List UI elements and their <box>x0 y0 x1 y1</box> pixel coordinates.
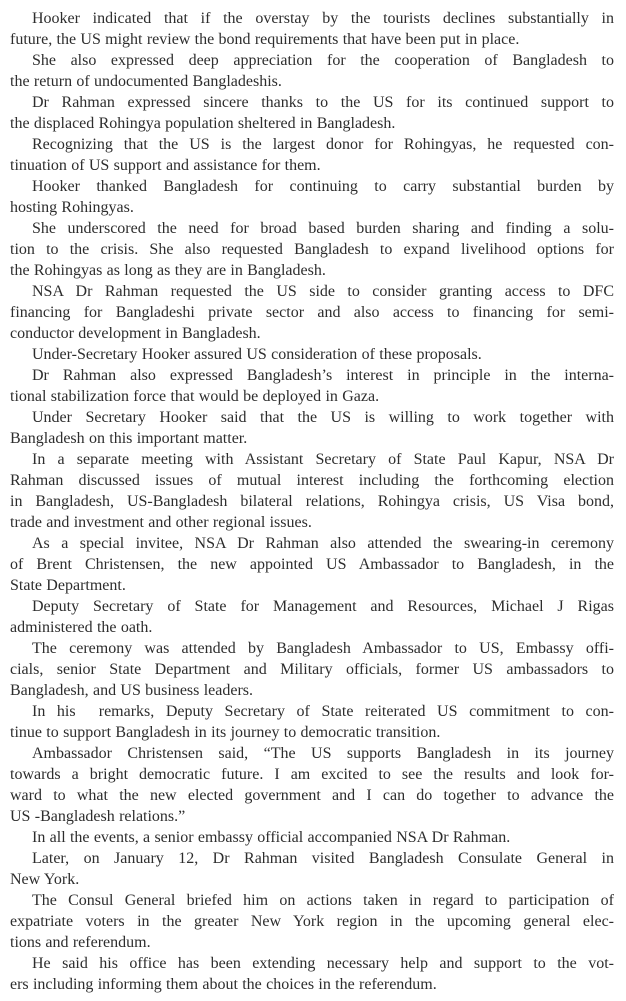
paragraph <box>10 218 614 281</box>
paragraph <box>10 449 614 533</box>
text-line: financing for Bangladeshi private sector and also access to financing for semi- <box>10 304 614 321</box>
text-line: ward to what the new elected government and I can do together to advance the <box>10 787 614 804</box>
paragraph <box>10 134 614 176</box>
text-line: the return of undocumented Bangladeshis. <box>10 73 282 90</box>
text-line: Ambassador Christensen said, “The US supports Bangladesh in its journey <box>32 745 614 762</box>
text-line: New York. <box>10 871 80 888</box>
paragraph <box>10 533 614 596</box>
text-line: the Rohingyas as long as they are in Bangladesh. <box>10 262 326 279</box>
paragraph <box>10 50 614 92</box>
text-line: expatriate voters in the greater New York region in the upcoming general elec- <box>10 913 614 930</box>
text-line: NSA Dr Rahman requested the US side to consider granting access to DFC <box>32 283 614 300</box>
paragraph <box>10 407 614 449</box>
paragraph <box>10 281 614 344</box>
paragraph <box>10 8 614 50</box>
paragraph <box>10 743 614 827</box>
text-line: tion to the crisis. She also requested Bangladesh to expand livelihood options for <box>10 241 614 258</box>
text-line: The Consul General briefed him on actions taken in regard to participation of <box>32 892 614 909</box>
text-line: US -Bangladesh relations.” <box>10 808 186 825</box>
text-line: Bangladesh on this important matter. <box>10 430 248 447</box>
text-line: Dr Rahman also expressed Bangladesh’s interest in principle in the interna- <box>32 367 614 384</box>
text-line: towards a bright democratic future. I am excited to see the results and look for- <box>10 766 614 783</box>
paragraph <box>10 953 614 995</box>
paragraph <box>10 344 614 365</box>
paragraph <box>10 596 614 638</box>
text-line: tional stabilization force that would be deployed in Gaza. <box>10 388 380 405</box>
text-line: in Bangladesh, US-Bangladesh bilateral relations, Rohingya crisis, US Visa bond, <box>10 493 614 510</box>
text-line: Dr Rahman expressed sincere thanks to the US for its continued support to <box>32 94 614 111</box>
text-line: In his remarks, Deputy Secretary of State reiterated US commitment to con- <box>32 703 614 720</box>
paragraph <box>10 92 614 134</box>
text-line: The ceremony was attended by Bangladesh Ambassador to US, Embassy offi- <box>32 640 614 657</box>
text-line: the displaced Rohingya population sheltered in Bangladesh. <box>10 115 396 132</box>
paragraph <box>10 890 614 953</box>
text-line: State Department. <box>10 577 126 594</box>
paragraph <box>10 176 614 218</box>
text-line: Later, on January 12, Dr Rahman visited Bangladesh Consulate General in <box>32 850 614 867</box>
text-line: of Brent Christensen, the new appointed US Ambassador to Bangladesh, in the <box>10 556 614 573</box>
text-line: Recognizing that the US is the largest donor for Rohingyas, he requested con- <box>32 136 614 153</box>
paragraph <box>10 638 614 701</box>
text-line: In a separate meeting with Assistant Secretary of State Paul Kapur, NSA Dr <box>32 451 614 468</box>
text-line: Hooker indicated that if the overstay by the tourists declines substantially in <box>32 10 614 27</box>
paragraph <box>10 365 614 407</box>
text-line: tions and referendum. <box>10 934 151 951</box>
text-line: future, the US might review the bond requirements that have been put in place. <box>10 31 520 48</box>
paragraph <box>10 827 614 848</box>
text-line: He said his office has been extending necessary help and support to the vot- <box>32 955 614 972</box>
text-line: She also expressed deep appreciation for the cooperation of Bangladesh to <box>32 52 614 69</box>
text-line: tinuation of US support and assistance for them. <box>10 157 321 174</box>
paragraph <box>10 848 614 890</box>
text-line: Deputy Secretary of State for Management and Resources, Michael J Rigas <box>32 598 614 615</box>
text-line: Under-Secretary Hooker assured US consideration of these proposals. <box>32 346 482 363</box>
text-line: ers including informing them about the choices in the referendum. <box>10 976 437 993</box>
paragraph <box>10 701 614 743</box>
text-line: In all the events, a senior embassy official accompanied NSA Dr Rahman. <box>32 829 511 846</box>
text-line: Bangladesh, and US business leaders. <box>10 682 254 699</box>
text-line: conductor development in Bangladesh. <box>10 325 261 342</box>
text-line: Rahman discussed issues of mutual interest including the forthcoming election <box>10 472 614 489</box>
text-line: Hooker thanked Bangladesh for continuing to carry substantial burden by <box>32 178 614 195</box>
text-line: trade and investment and other regional issues. <box>10 514 312 531</box>
text-line: hosting Rohingyas. <box>10 199 134 216</box>
text-line: cials, senior State Department and Military officials, former US ambassadors to <box>10 661 614 678</box>
text-line: She underscored the need for broad based burden sharing and finding a solu- <box>32 220 614 237</box>
text-line: As a special invitee, NSA Dr Rahman also attended the swearing-in ceremony <box>32 535 614 552</box>
text-line: administered the oath. <box>10 619 153 636</box>
text-line: Under Secretary Hooker said that the US is willing to work together with <box>32 409 614 426</box>
text-line: tinue to support Bangladesh in its journey to democratic transition. <box>10 724 441 741</box>
